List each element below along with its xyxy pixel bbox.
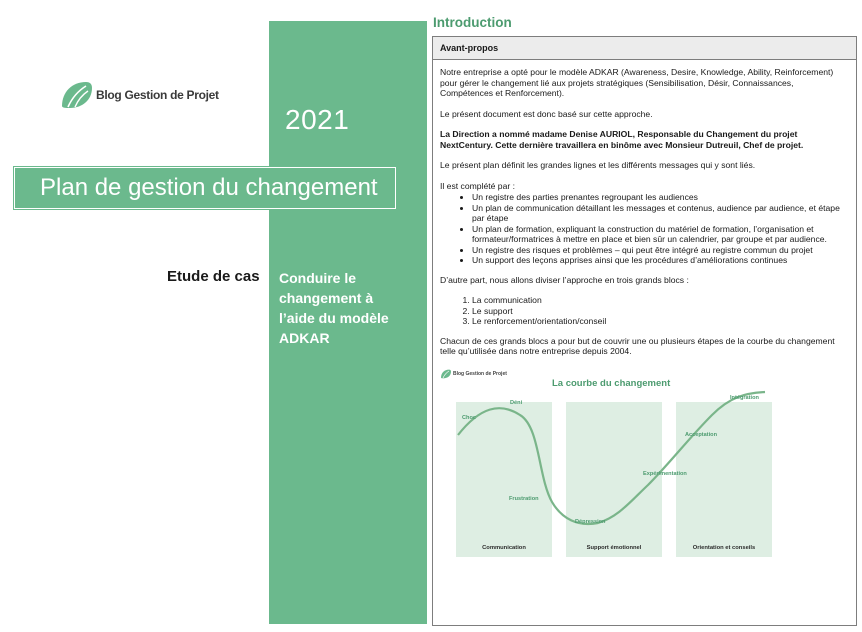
stage-label: Déni xyxy=(510,399,523,406)
leaf-logo-icon xyxy=(60,80,94,110)
document-header: Avant-propos xyxy=(433,37,856,60)
paragraph: Notre entreprise a opté pour le modèle ADKAR (Awareness, Desire, Knowledge, Ability, Reinforcement) pour gérer le changement lié aux projets stratégiques (Sensibilisation, Désir, Connaissances, Compétences et Renforcement). xyxy=(440,67,834,98)
paragraph: D’autre part, nous allons diviser l’approche en trois grands blocs : xyxy=(440,274,689,285)
change-curve-diagram xyxy=(440,367,848,552)
subtitle-line: changement à xyxy=(279,290,374,306)
paragraph: Il est complété par : xyxy=(440,180,515,191)
stage-label: Acceptation xyxy=(685,431,718,438)
stage-label: Intégration xyxy=(730,394,759,401)
subtitle-line: ADKAR xyxy=(279,330,330,346)
year: 2021 xyxy=(285,104,350,135)
list-item: • Un support des leçons apprises ainsi que les procédures d’améliorations continues xyxy=(472,255,848,266)
zone-label: Support émotionnel xyxy=(586,545,642,551)
list-item: 2. Le support xyxy=(472,306,848,317)
document-panel xyxy=(432,36,857,626)
zone-label: Orientation et conseils xyxy=(692,545,756,551)
document-body xyxy=(433,60,856,552)
change-curve xyxy=(440,367,850,557)
zone-label: Communication xyxy=(482,545,526,551)
subtitle-line: Conduire le xyxy=(279,270,357,286)
subtitle-line: l’aide du modèle xyxy=(279,310,389,326)
stage-label: Choc xyxy=(462,414,476,421)
plan-title: Plan de gestion du changement xyxy=(14,167,396,209)
paragraph: Chacun de ces grands blocs a pour but de couvrir une ou plusieurs étapes de la courbe du changement telle qu’utilisée dans notre entreprise depuis 2004. xyxy=(440,335,835,356)
list-item: 1. La communication xyxy=(472,295,848,306)
section-title: Introduction xyxy=(433,15,512,30)
list-item: • Un registre des risques et problèmes – qui peut être intégré au registre commun du projet xyxy=(472,245,848,256)
stage-label: Dépression xyxy=(575,518,606,525)
numbered-list xyxy=(440,295,848,327)
list-item: • Un plan de communication détaillant les messages et contenus, audience par audience, et étape par étape xyxy=(472,203,848,224)
list-item: 3. Le renforcement/orientation/conseil xyxy=(472,316,848,327)
stage-label: Frustration xyxy=(509,495,539,502)
stage-label: Expérimentation xyxy=(643,470,687,477)
logo-text: Blog Gestion de Projet xyxy=(96,88,219,102)
paragraph-bold: La Direction a nommé madame Denise AURIOL, Responsable du Changement du projet NextCentury. Cette dernière travaillera en binôme avec Monsieur Dutreuil, Chef de projet. xyxy=(440,129,804,150)
cover-subtitle xyxy=(279,268,419,348)
list-item: • Un registre des parties prenantes regroupant les audiences xyxy=(472,192,848,203)
blog-logo xyxy=(60,80,219,110)
bullet-list xyxy=(440,192,848,266)
diagram-logo-text: Blog Gestion de Projet xyxy=(453,370,507,377)
paragraph: Le présent document est donc basé sur cette approche. xyxy=(440,108,653,119)
list-item: • Un plan de formation, expliquant la construction du matériel de formation, l’organisation et formateur/formatrices à mettre en place et bien sûr un calendrier, par groupe et par audience. xyxy=(472,224,848,245)
paragraph: Le présent plan définit les grandes lignes et les différents messages qui y sont liés. xyxy=(440,160,756,170)
case-study-label: Etude de cas xyxy=(167,268,260,285)
diagram-title: La courbe du changement xyxy=(552,377,671,389)
